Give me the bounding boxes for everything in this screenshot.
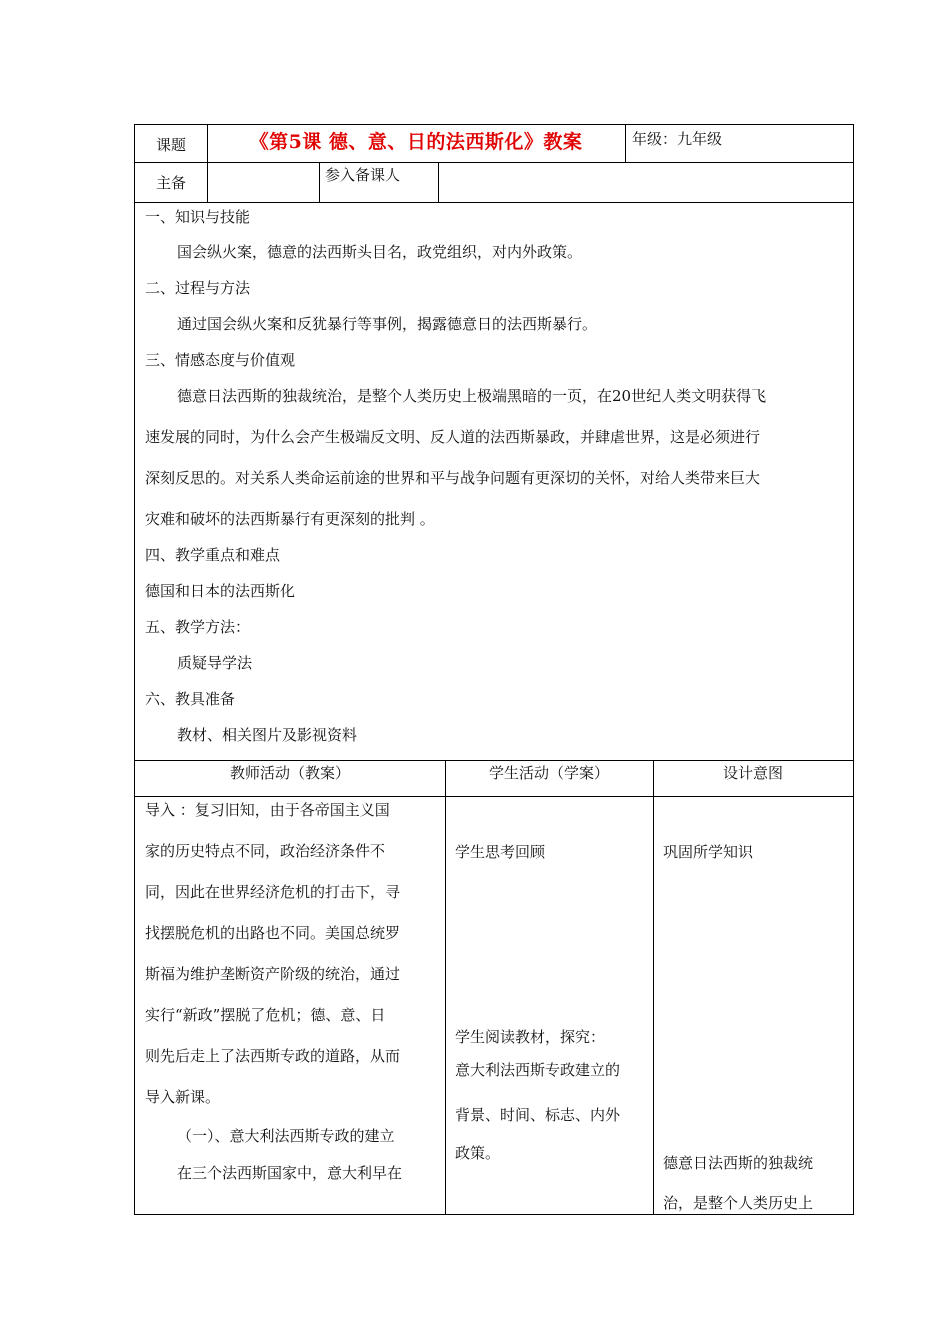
teacher-line: 则先后走上了法西斯专政的道路，从而	[145, 1047, 401, 1065]
teacher-line: 同，因此在世界经济危机的打击下，寻	[145, 883, 401, 901]
teacher-line: 家的历史特点不同，政治经济条件不	[145, 842, 386, 860]
student-line: 意大利法西斯专政建立的	[455, 1061, 621, 1079]
teacher-line: 在三个法西斯国家中，意大利早在	[177, 1164, 403, 1182]
teacher-line: 找摆脱危机的出路也不同。美国总统罗	[145, 924, 401, 942]
teacher-line: 斯福为维护垄断资产阶级的统治，通过	[145, 965, 401, 983]
section-heading-values: 三、情感态度与价值观	[145, 351, 296, 369]
lead-preparer-value	[207, 162, 319, 202]
student-line: 学生思考回顾	[455, 843, 546, 861]
values-line-4: 灾难和破坏的法西斯暴行有更深刻的批判 。	[145, 510, 435, 528]
design-line: 巩固所学知识	[663, 843, 754, 861]
teacher-activity-header: 教师活动（教案）	[229, 764, 350, 782]
section-heading-knowledge: 一、知识与技能	[145, 208, 251, 226]
student-activity-header: 学生活动（学案）	[488, 764, 609, 782]
section-text-method: 质疑导学法	[177, 654, 253, 672]
section-heading-focus: 四、教学重点和难点	[145, 546, 281, 564]
section-text-focus: 德国和日本的法西斯化	[145, 582, 296, 600]
lead-preparer-label: 主备	[155, 174, 186, 192]
values-line-1: 德意日法西斯的独裁统治，是整个人类历史上极端黑暗的一页，在20世纪人类文明获得飞	[177, 387, 767, 405]
topic-label: 课题	[155, 136, 186, 154]
student-line: 学生阅读教材，探究：	[455, 1028, 606, 1046]
teacher-line: （一）、意大利法西斯专政的建立	[177, 1127, 395, 1145]
section-heading-materials: 六、教具准备	[145, 690, 236, 708]
lesson-title: 《第5课 德、意、日的法西斯化》教案	[249, 131, 583, 153]
section-text-materials: 教材、相关图片及影视资料	[177, 726, 358, 744]
participants-value	[438, 162, 853, 202]
section-text-knowledge: 国会纵火案，德意的法西斯头目名，政党组织，对内外政策。	[177, 243, 583, 261]
values-line-3: 深刻反思的。对关系人类命运前途的世界和平与战争问题有更深切的关怀，对给人类带来巨大	[145, 469, 761, 487]
section-heading-method: 五、教学方法：	[145, 618, 251, 636]
participants-label: 参入备课人	[325, 166, 401, 184]
values-line-2: 速发展的同时，为什么会产生极端反文明、反人道的法西斯暴政，并肆虐世界，这是必须进行	[145, 428, 761, 446]
student-line: 政策。	[455, 1144, 501, 1162]
grade-level: 年级：九年级	[632, 130, 723, 148]
teacher-line: 导入新课。	[145, 1088, 221, 1106]
teacher-line: 实行“新政”摆脱了危机；德、意、日	[145, 1006, 386, 1024]
student-line: 背景、时间、标志、内外	[455, 1106, 621, 1124]
lesson-plan-table	[134, 124, 854, 1215]
design-line: 治，是整个人类历史上	[663, 1194, 814, 1212]
design-intent-header: 设计意图	[722, 764, 783, 782]
section-text-process: 通过国会纵火案和反犹暴行等事例，揭露德意日的法西斯暴行。	[177, 315, 598, 333]
section-heading-process: 二、过程与方法	[145, 279, 251, 297]
design-line: 德意日法西斯的独裁统	[663, 1154, 814, 1172]
teacher-line: 导入 ：复习旧知，由于各帝国主义国	[145, 801, 390, 819]
